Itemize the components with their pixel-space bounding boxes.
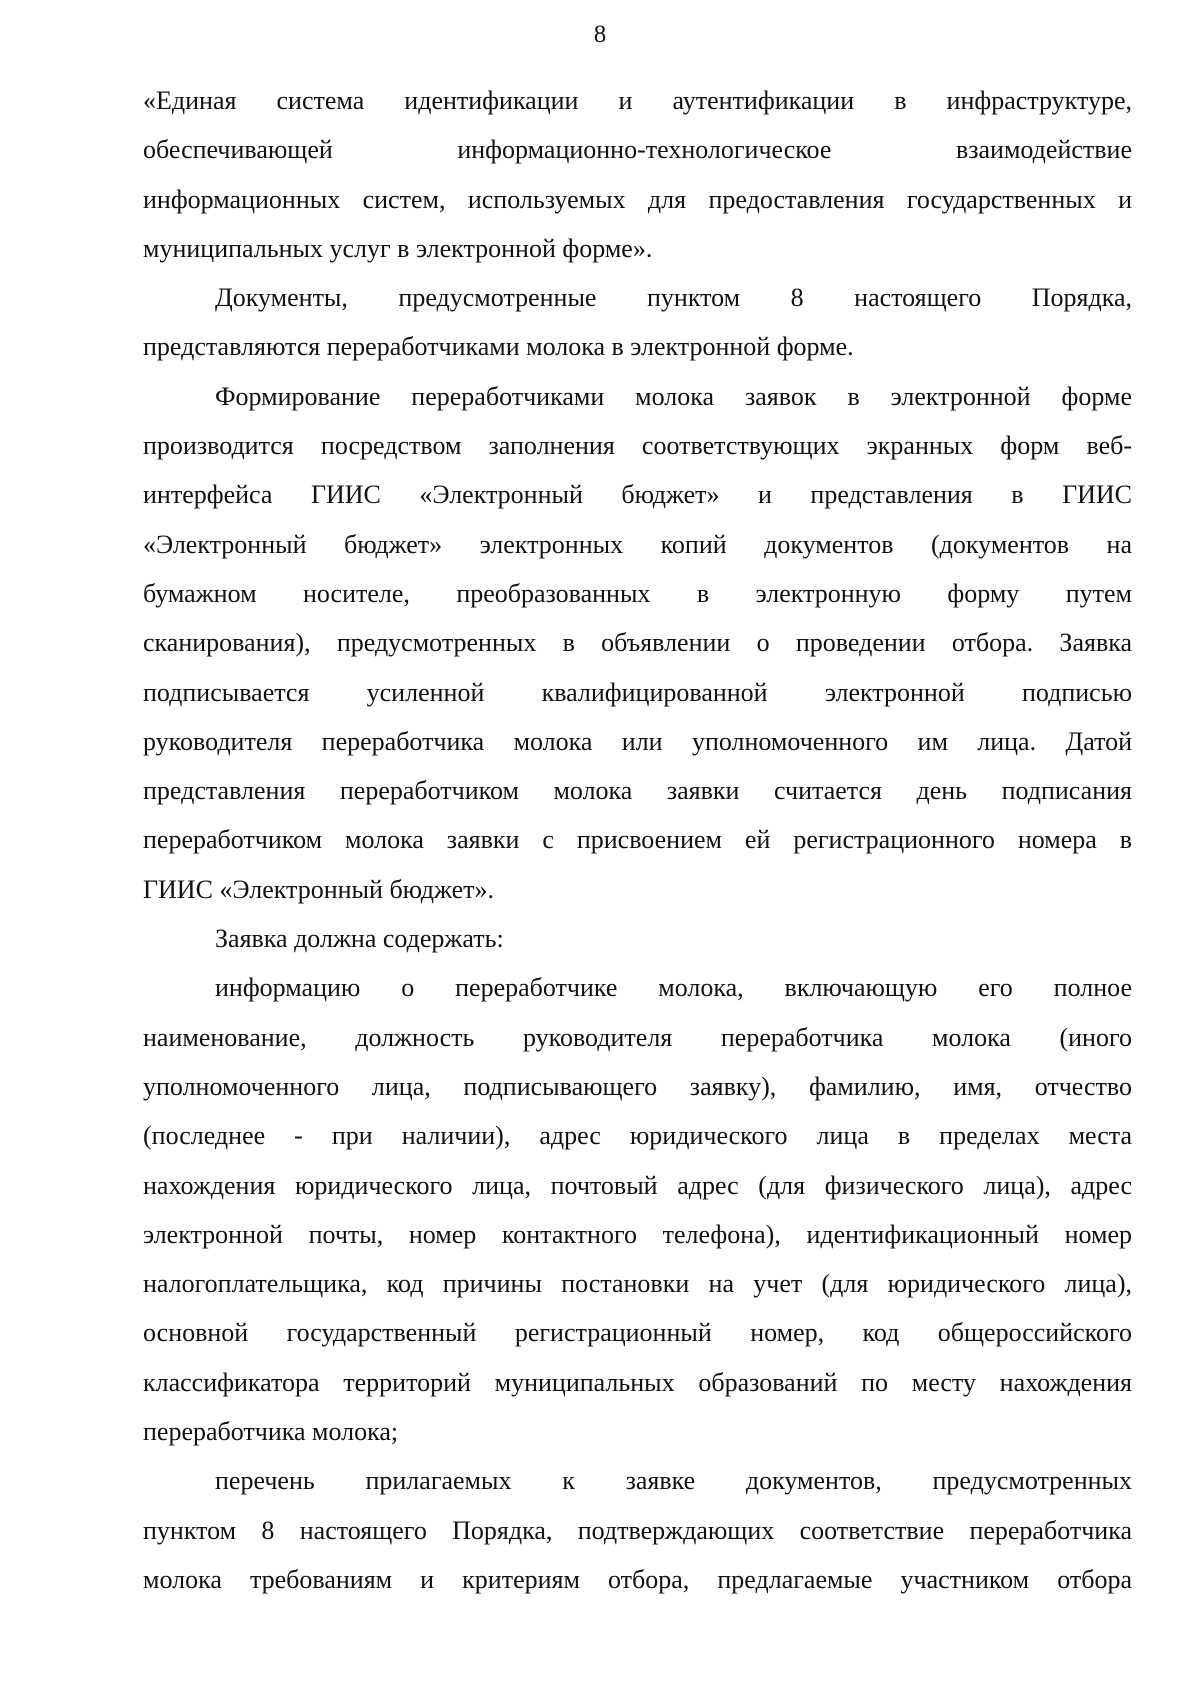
paragraph-1-line-1: «Единая система идентификации и аутентификации в инфраструктуре, [143, 86, 1132, 115]
paragraph-3-line-5: бумажном носителе, преобразованных в электронную форму путем [143, 578, 1132, 608]
paragraph-5-line-1: информацию о переработчике молока, включающую его полное [215, 973, 1132, 1003]
paragraph-5-line-8: основной государственный регистрационный номер, код общероссийского [143, 1318, 1132, 1348]
paragraph-3-line-10: переработчиком молока заявки с присвоением ей регистрационного номера в [143, 825, 1132, 855]
paragraph-2-line-1: Документы, предусмотренные пунктом 8 настоящего Порядка, [215, 283, 1132, 313]
paragraph-5-line-10: переработчика молока; [143, 1417, 399, 1447]
paragraph-3-line-4: «Электронный бюджет» электронных копий документов (документов на [143, 529, 1132, 559]
paragraph-4-line-1: Заявка должна содержать: [215, 924, 504, 954]
paragraph-3-line-6: сканирования), предусмотренных в объявлении о проведении отбора. Заявка [143, 628, 1132, 658]
paragraph-1-line-3: информационных систем, используемых для предоставления государственных и [143, 184, 1132, 214]
paragraph-5-line-4: (последнее - при наличии), адрес юридического лица в пределах места [143, 1121, 1132, 1151]
paragraph-5-line-3: уполномоченного лица, подписывающего заявку), фамилию, имя, отчество [143, 1071, 1132, 1101]
paragraph-3-line-3: интерфейса ГИИС «Электронный бюджет» и представления в ГИИС [143, 480, 1132, 510]
paragraph-3-line-7: подписывается усиленной квалифицированной электронной подписью [143, 677, 1132, 707]
paragraph-6-line-1: перечень прилагаемых к заявке документов, предусмотренных [215, 1466, 1132, 1496]
page-number: 8 [593, 21, 607, 48]
paragraph-3-line-11: ГИИС «Электронный бюджет». [143, 874, 495, 904]
paragraph-3-line-8: руководителя переработчика молока или уполномоченного им лица. Датой [143, 726, 1132, 756]
paragraph-6-line-3: молока требованиям и критериям отбора, предлагаемые участником отбора [143, 1564, 1132, 1594]
paragraph-6-line-2: пунктом 8 настоящего Порядка, подтверждающих соответствие переработчика [143, 1515, 1132, 1545]
paragraph-3-line-1: Формирование переработчиками молока заявок в электронной форме [215, 381, 1132, 411]
paragraph-3-line-9: представления переработчиком молока заявки считается день подписания [143, 776, 1132, 806]
paragraph-2-line-2: представляются переработчиками молока в электронной форме. [143, 332, 854, 362]
paragraph-3-line-2: производится посредством заполнения соответствующих экранных форм веб- [143, 431, 1132, 461]
paragraph-5-line-7: налогоплательщика, код причины постановки на учет (для юридического лица), [143, 1269, 1132, 1299]
paragraph-1-line-2: обеспечивающей информационно-технологическое взаимодействие [143, 135, 1132, 165]
paragraph-1-line-4: муниципальных услуг в электронной форме». [143, 233, 653, 263]
paragraph-5-line-2: наименование, должность руководителя переработчика молока (иного [143, 1022, 1132, 1052]
paragraph-5-line-5: нахождения юридического лица, почтовый адрес (для физического лица), адрес [143, 1170, 1132, 1200]
paragraph-5-line-9: классификатора территорий муниципальных образований по месту нахождения [143, 1367, 1132, 1397]
document-body [143, 76, 1132, 1604]
paragraph-5-line-6: электронной почты, номер контактного телефона), идентификационный номер [143, 1219, 1132, 1249]
